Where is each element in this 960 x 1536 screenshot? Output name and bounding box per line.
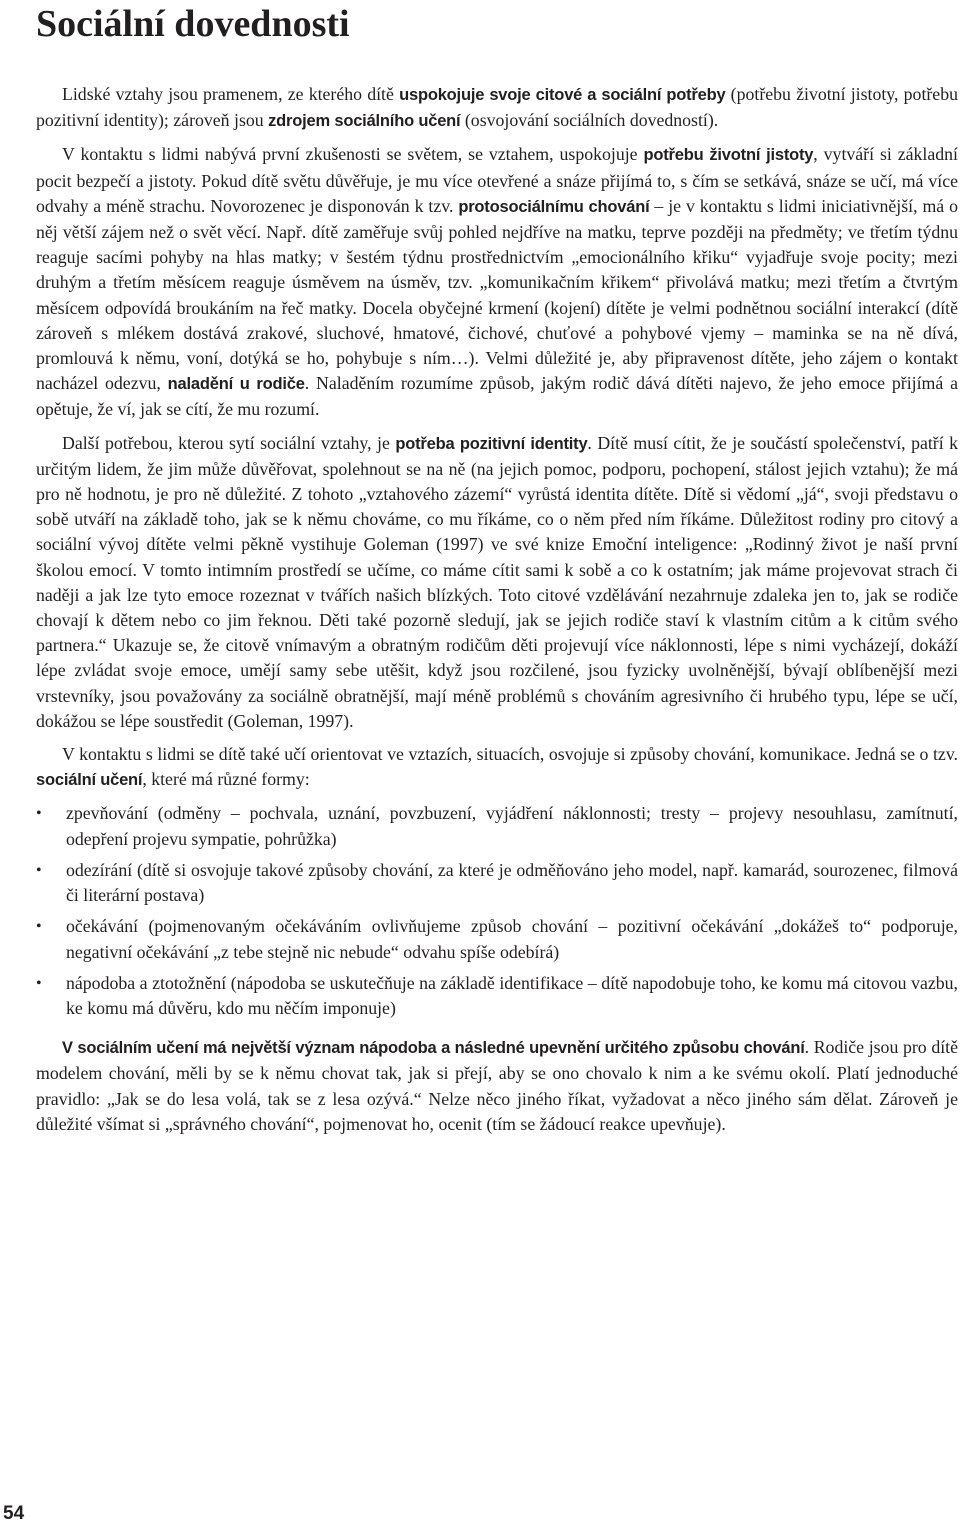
text-span: Další potřebou, kterou sytí sociální vztahy, je bbox=[62, 432, 396, 453]
bullet-icon: • bbox=[36, 861, 42, 879]
list-item bbox=[36, 858, 958, 908]
text-span: V kontaktu s lidmi nabývá první zkušenosti se světem, se vztahem, uspokojuje bbox=[62, 144, 644, 165]
paragraph-social-learning bbox=[36, 742, 958, 793]
body-text bbox=[36, 82, 958, 1137]
highlight-text: zdrojem sociálního učení bbox=[268, 112, 461, 131]
list-item-text: zpevňování (odměny – pochvala, uznání, povzbuzení, vyjádření náklonnosti; tresty – projevy nesouhlasu, zamítnutí, odepření projevu sympatie, pohrůžka) bbox=[66, 803, 958, 849]
page-title: Sociální dovednosti bbox=[36, 3, 350, 45]
list-item bbox=[36, 971, 958, 1021]
text-span: (osvojování sociálních dovedností). bbox=[460, 110, 719, 131]
highlight-text: protosociálnímu chování bbox=[458, 197, 650, 216]
text-span: , vytváří si základní pocit bezpečí a jistoty. Pokud dítě světu důvěřuje, je mu více otevřené a snáze přijímá to, s čím se setkává, snáze se učí, má více odvahy a méně strachu. Novorozenec je disponován k tzv. bbox=[36, 144, 958, 216]
page bbox=[36, 0, 958, 1145]
text-span: Lidské vztahy jsou pramenem, ze kterého dítě bbox=[62, 84, 400, 104]
list-item-text: očekávání (pojmenovaným očekáváním ovlivňujeme způsob chování – pozitivní očekávání „dokážeš to“ podporuje, negativní očekávání „z tebe stejně nic nebude“ odvahu spíše odebírá) bbox=[66, 916, 958, 962]
text-span: , které má různé formy: bbox=[142, 769, 310, 790]
highlight-text: uspokojuje svoje citové a sociální potřeby bbox=[399, 86, 726, 104]
list-item-text: nápodoba a ztotožnění (nápodoba se uskutečňuje na základě identifikace – dítě napodobuje toho, ke komu má citovou vazbu, ke komu má důvěru, kdo mu něčím imponuje) bbox=[66, 972, 958, 1018]
paragraph-imitation bbox=[36, 1035, 958, 1137]
highlight-text: potřeba pozitivní identity bbox=[395, 434, 588, 453]
paragraph-life-security bbox=[36, 142, 958, 422]
text-span: – je v kontaktu s lidmi iniciativnější, má o něj větší zájem než o svět věcí. Např. dítě zaměřuje svůj pohled nejdříve na matku, teprve později na předměty; ve třetím týdnu reaguje sacími pohyby na hlas matky; v šestém týdnu prostřednictvím „emocionálního křiku“ vyjadřuje svoje pocity; mezi druhým a třetím měsícem reaguje úsměvem na úsměv, tzv. „komunikačním křikem“ přivolává matku; mezi třetím a čtvrtým měsícem odpovídá broukáním na řeč matky. Docela obyčejné krmení (kojení) dítěte je velmi podnětnou sociální interakcí (dítě zároveň s mlékem dostává zrakové, sluchové, hmatové, čichové, chuťové a pohybové vjemy – maminka se na ně dívá, promlouvá k němu, voní, dotýká se ho, pohybuje s ním…). Velmi důležité je, aby připravenost dítěte, jeho zájem o kontakt nacházel odezvu, bbox=[36, 195, 958, 394]
text-span: . Dítě musí cítit, že je součástí společenství, patří k určitým lidem, že jim může důvěřovat, spolehnout se na ně (na jejich pomoc, podporu, pochopení, stálost jejich vztahu); že má pro ně hodnotu, je pro ně důležité. Z tohoto „vztahového zázemí“ vyrůstá identita dítěte. Dítě si vědomí „já“, svoji představu o sobě utváří na základě toho, jak se k němu chováme, co mu říkáme, co o něm před ním říkáme. Důležitost rodiny pro citový a sociální vývoj dítěte velmi pěkně vystihuje Goleman (1997) ve své knize Emoční inteligence: „Rodinný život je naší první školou emocí. V tomto intimním prostředí se učíme, co máme cítit sami k sobě a co k ostatním; jak máme projevovat strach či naději a jak lze tyto emoce rozeznat v tvářích našich blízkých. Toto citové vzdělávání nezahrnuje zdaleka jen to, jak se rodiče chovají k dětem nebo co jim řeknou. Děti také pozorně sledují, jak se jejich rodiče staví k vlastním citům a k citům svého partnera.“ Ukazuje se, že citově vnímavým a obratným rodičům děti projevují více náklonnosti, lépe s nimi vycházejí, dokáží lépe zvládat svoje emoce, umějí samy sebe utěšit, když jsou rozčilené, jsou fyzicky uvolněnější, bývají oblíbenější mezi vrstevníky, jsou považovány za sociálně obratnější, mají méně problémů s chováním agresivního či hrubého typu, lépe se učí, dokážou se lépe soustředit (Goleman, 1997). bbox=[36, 432, 958, 731]
paragraph-positive-identity bbox=[36, 431, 958, 734]
list-item bbox=[36, 914, 958, 964]
highlight-text: sociální učení bbox=[36, 771, 143, 790]
list-item bbox=[36, 801, 958, 851]
bullet-icon: • bbox=[36, 918, 42, 936]
text-span: . Rodiče jsou pro dítě modelem chování, měli by se k němu chovat tak, jak si přejí, aby se ono chovalo k nim a ke svému okolí. Platí jednoduché pravidlo: „Jak se do lesa volá, tak se z lesa ozývá.“ Nelze něco jiného říkat, vyžadovat a něco jiného sám dělat. Zároveň je důležité všímat si „správného chování“, pojmenovat ho, ocenit (tím se žádoucí reakce upevňuje). bbox=[36, 1037, 958, 1134]
list-item-text: odezírání (dítě si osvojuje takové způsoby chování, za které je odměňováno jeho model, např. kamarád, sourozenec, filmová či literární postava) bbox=[66, 859, 958, 906]
highlight-text: V sociálním učení má největší význam nápodoba a následné upevnění určitého způsobu chování bbox=[62, 1039, 805, 1058]
highlight-text: naladění u rodiče bbox=[167, 375, 305, 394]
text-span: V kontaktu s lidmi se dítě také učí orientovat ve vztazích, situacích, osvojuje si způsoby chování, komunikace. Jedná se o tzv. bbox=[62, 744, 958, 765]
text-span: . Naladěním rozumíme způsob, jakým rodič dává dítěti najevo, že jeho emoce přijímá a opětuje, že ví, jak se cítí, že mu rozumí. bbox=[36, 373, 958, 420]
text-span: (potřebu životní jistoty, potřebu pozitivní identity); zároveň jsou bbox=[36, 84, 958, 131]
page-number: 54 bbox=[3, 1503, 25, 1524]
bullet-icon: • bbox=[36, 974, 42, 992]
paragraph-needs-intro bbox=[36, 82, 958, 134]
bullet-icon: • bbox=[36, 805, 42, 823]
highlight-text: potřebu životní jistoty bbox=[643, 146, 814, 165]
learning-forms-list bbox=[36, 801, 958, 1021]
